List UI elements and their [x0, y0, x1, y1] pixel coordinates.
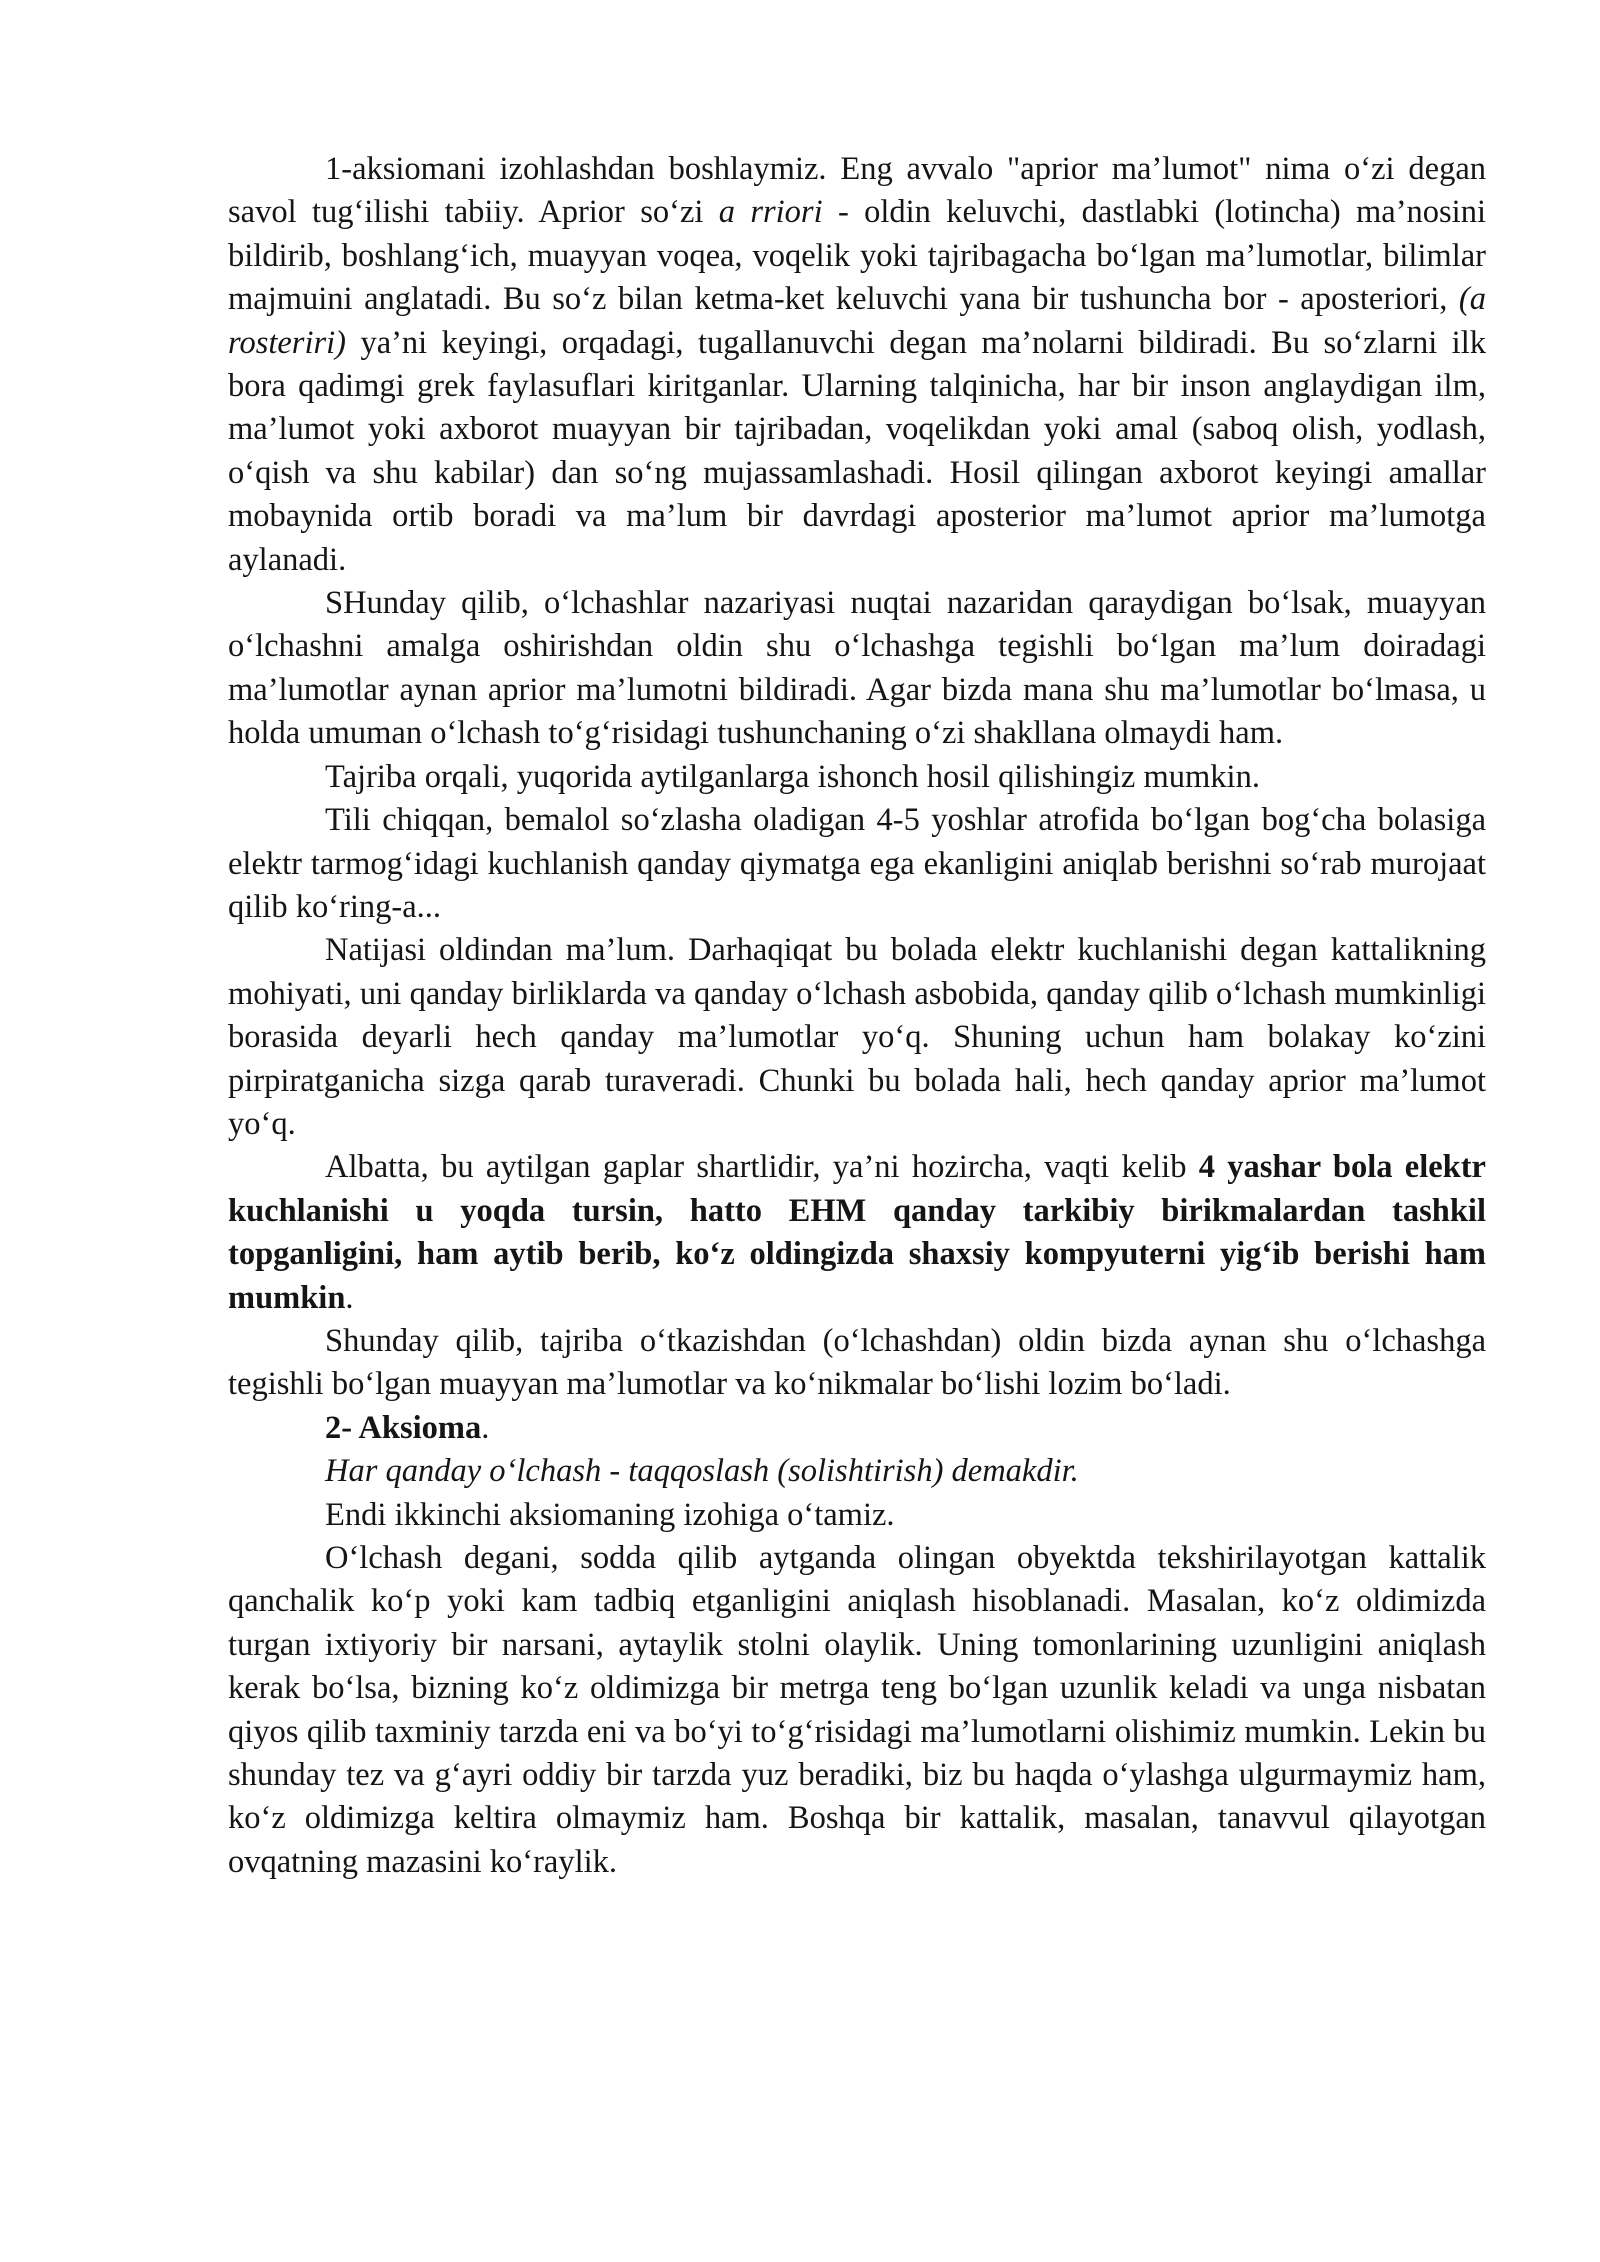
paragraph-1-aksioma-intro: [228, 148, 1486, 582]
paragraph-olchash-degani: O‘lchash degani, sodda qilib aytganda olingan obyektda tekshirilayotgan kattalik qanchalik ko‘p yoki kam tadbiq etganligini aniqlash hisoblanadi. Masalan, ko‘z oldimizda turgan ixtiyoriy bir narsani, aytaylik stolni olaylik. Uning tomonlarining uzunligini aniqlash kerak bo‘lsa, bizning ko‘z oldimizga bir metrga teng bo‘lgan uzunlik keladi va unga nisbatan qiyos qilib taxminiy tarzda eni va bo‘yi to‘g‘risidagi ma’lumotlarni olishimiz mumkin. Lekin bu shunday tez va g‘ayri oddiy bir tarzda yuz beradiki, biz bu haqda o‘ylashga ulgurmaymiz ham, ko‘z oldimizga keltira olmaymiz ham. Boshqa bir kattalik, masalan, tanavvul qilayotgan ovqatning mazasini ko‘raylik.: [228, 1540, 1486, 1880]
paragraph-text: 1-aksiomani izohlashdan boshlaymiz. Eng avvalo "aprior ma’lumot" nima o‘zi degan savol tug‘ilishi tabiiy. Aprior so‘zi: [228, 151, 1486, 231]
paragraph-tajriba: Tajriba orqali, yuqorida aytilganlarga ishonch hosil qilishingiz mumkin.: [325, 758, 1260, 795]
paragraph-text: ya’ni keyingi, orqadagi, tugallanuvchi degan ma’nolarni bildiradi. Bu so‘zlarni ilk bora qadimgi grek faylasuflari kiritganlar. Ularning talqinicha, har bir inson anglaydigan ilm, ma’lumot yoki axborot muayyan bir tajribadan, voqelikdan yoki amal (saboq olish, yodlash, o‘qish va shu kabilar) dan so‘ng mujassamlashadi. Hosil qilingan axborot keyingi amallar mobaynida ortib boradi va ma’lum bir davrdagi aposterior ma’lumot aprior ma’lumotga aylanadi.: [228, 324, 1486, 578]
heading-text: 2- Aksioma: [325, 1409, 482, 1446]
italic-term-a-posteriori: (a rosteriri): [228, 281, 1486, 361]
paragraph-endi: Endi ikkinchi aksiomaning izohiga o‘tamiz.: [325, 1496, 895, 1533]
paragraph-tili-chiqqan: Tili chiqqan, bemalol so‘zlasha oladigan 4-5 yoshlar atrofida bo‘lgan bog‘cha bolasiga elektr tarmog‘idagi kuchlanish qanday qiymatga ega ekanligini aniqlab berishni so‘rab murojaat qilib ko‘ring-a...: [228, 802, 1486, 925]
paragraph-natijasi: Natijasi oldindan ma’lum. Darhaqiqat bu bolada elektr kuchlanishi degan kattalikning mohiyati, uni qanday birliklarda va qanday o‘lchash asbobida, qanday qilib o‘lchash mumkinligi borasida deyarli hech qanday ma’lumotlar yo‘q. Shuning uchun ham bolakay ko‘zini pirpiratganicha sizga qarab turaveradi. Chunki bu bolada hali, hech qanday aprior ma’lumot yo‘q.: [228, 932, 1486, 1142]
heading-period: .: [481, 1409, 490, 1446]
bold-statement: 4 yashar bola elektr kuchlanishi u yoqda tursin, hatto EHM qanday tarkibiy birikmalardan tashkil topganligini, ham aytib berib, ko‘z oldingizda shaxsiy kompyuterni yig‘ib berishi ham mumkin: [228, 1149, 1486, 1316]
paragraph-text: - oldin keluvchi, dastlabki (lotincha) ma’nosini bildirib, boshlang‘ich, muayyan voqea, voqelik yoki tajribagacha bo‘lgan ma’lumotlar, bilimlar majmuini anglatadi. Bu so‘z bilan ketma-ket keluvchi yana bir tushuncha bor - aposteriori,: [228, 194, 1486, 318]
document-page: [228, 148, 1486, 1884]
paragraph-shunday-qilib: SHunday qilib, o‘lchashlar nazariyasi nuqtai nazaridan qaraydigan bo‘lsak, muayyan o‘lchashni amalga oshirishdan oldin shu o‘lchashga tegishli bo‘lgan ma’lum doiradagi ma’lumotlar aynan aprior ma’lumotni bildiradi. Agar bizda mana shu ma’lumotlar bo‘lmasa, u holda umuman o‘lchash to‘g‘risidagi tushunchaning o‘zi shakllana olmaydi ham.: [228, 585, 1486, 752]
italic-term-a-priori: a rriori: [718, 194, 823, 231]
paragraph-conclusion: Shunday qilib, tajriba o‘tkazishdan (o‘lchashdan) oldin bizda aynan shu o‘lchashga tegishli bo‘lgan muayyan ma’lumotlar va ko‘nikmalar bo‘lishi lozim bo‘ladi.: [228, 1322, 1486, 1403]
paragraph-text: Albatta, bu aytilgan gaplar shartlidir, ya’ni hozircha, vaqti kelib: [325, 1149, 1199, 1186]
paragraph-text: .: [345, 1279, 354, 1316]
paragraph-albatta: [228, 1146, 1486, 1320]
axiom-statement: Har qanday o‘lchash - taqqoslash (solishtirish) demakdir.: [325, 1453, 1079, 1490]
section-heading-2-aksioma: [228, 1407, 1486, 1450]
